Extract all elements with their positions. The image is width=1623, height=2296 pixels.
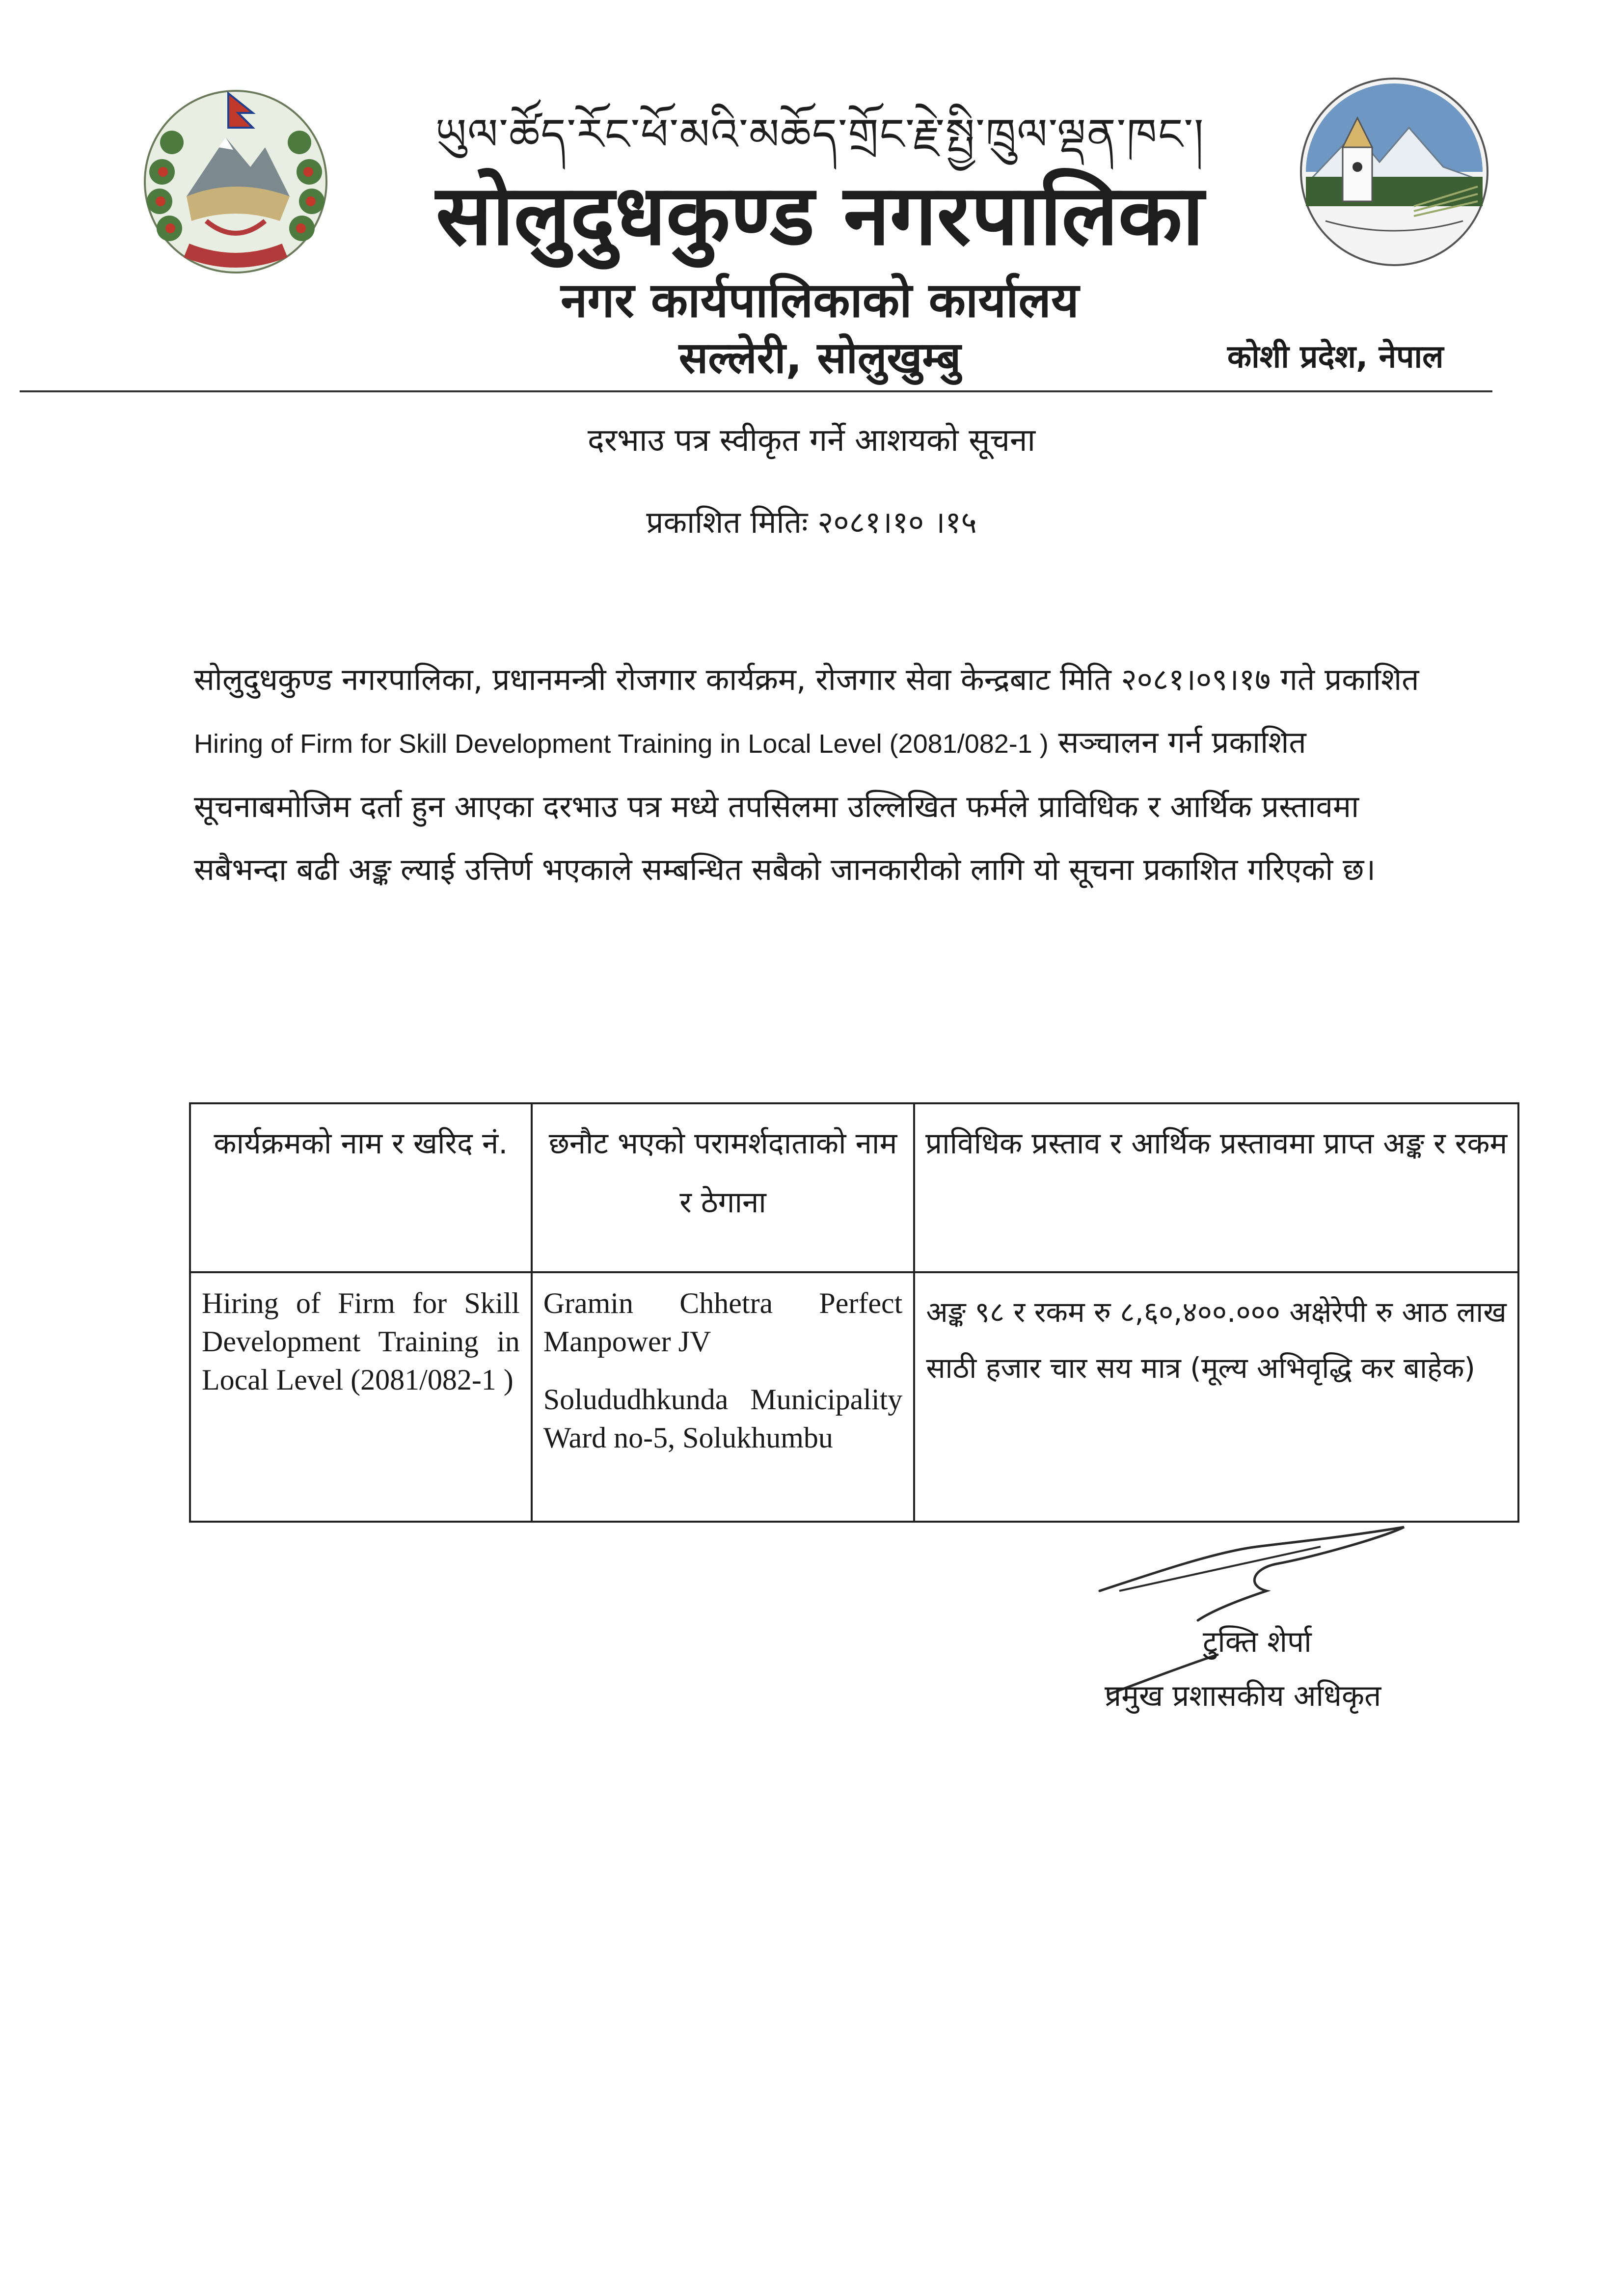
office-name: नगर कार्यपालिकाको कार्यालय: [561, 273, 1079, 328]
table-row: [190, 1272, 1518, 1522]
province-label: कोशी प्रदेश, नेपाल: [1227, 339, 1444, 375]
cell-score-amount: अङ्क ९८ र रकम रु ८,६०,४००.००० अक्षेरेपी रु आठ लाख साठी हजार चार सय मात्र (मूल्य अभिवृद्धि कर बाहेक): [914, 1272, 1518, 1522]
header-divider: [20, 390, 1492, 392]
selection-table: [189, 1102, 1519, 1523]
municipality-logo: [1296, 74, 1492, 270]
cell-firm: [532, 1272, 915, 1522]
signatory-name: टुक्ति शेर्पा: [1203, 1625, 1312, 1659]
table-header-score: प्राविधिक प्रस्ताव र आर्थिक प्रस्तावमा प्राप्त अङ्क र रकम: [914, 1103, 1518, 1272]
cell-program: Hiring of Firm for Skill Development Training in Local Level (2081/082-1 ): [190, 1272, 532, 1522]
tibetan-title: ཡུལ་ཚོད་རོང་ཕོ་མའི་མཆོད་གྲོང་རྗེ་སྤྱི་ཁྲུལ་ལྡན་ཁང་།: [435, 109, 1205, 160]
table-header-firm: छनौट भएको परामर्शदाताको नाम र ठेगाना: [532, 1103, 915, 1272]
notice-title: दरभाउ पत्र स्वीकृत गर्ने आशयको सूचना: [587, 422, 1036, 459]
table-header-program: कार्यक्रमको नाम र खरिद नं.: [190, 1103, 532, 1272]
notice-body-part2: सञ्चालन गर्न प्रकाशित सूचनाबमोजिम दर्ता हुन आएका दरभाउ पत्र मध्ये तपसिलमा उल्लिखित फर्मले प्राविधिक र आर्थिक प्रस्तावमा सबैभन्दा बढी अङ्क ल्याई उत्तिर्ण भएकाले सम्बन्धित सबैको जानकारीको लागि यो सूचना प्रकाशित गरिएको छ।: [194, 724, 1376, 887]
published-date: प्रकाशित मितिः २०८१।१० ।१५: [646, 504, 977, 540]
signatory-title: प्रमुख प्रशासकीय अधिकृत: [1105, 1679, 1381, 1713]
project-name-english: Hiring of Firm for Skill Development Training in Local Level (2081/082-1 ): [194, 729, 1049, 759]
notice-body-part1: सोलुदुधकुण्ड नगरपालिका, प्रधानमन्त्री रोजगार कार्यक्रम, रोजगार सेवा केन्द्रबाट मिति २०८१।०९।१७ गते प्रकाशित: [194, 661, 1419, 697]
firm-name: Gramin Chhetra Perfect Manpower JV: [543, 1287, 903, 1358]
office-address: सल्लेरी, सोलुखुम्बु: [678, 332, 961, 383]
municipality-name: सोलुदुधकुण्ड नगरपालिका: [435, 167, 1204, 264]
notice-body: [194, 648, 1441, 901]
firm-address: Solududhkunda Municipality Ward no-5, Solukhumbu: [543, 1383, 903, 1454]
table-header-row: [190, 1103, 1518, 1272]
nepal-emblem-logo: [133, 74, 339, 280]
